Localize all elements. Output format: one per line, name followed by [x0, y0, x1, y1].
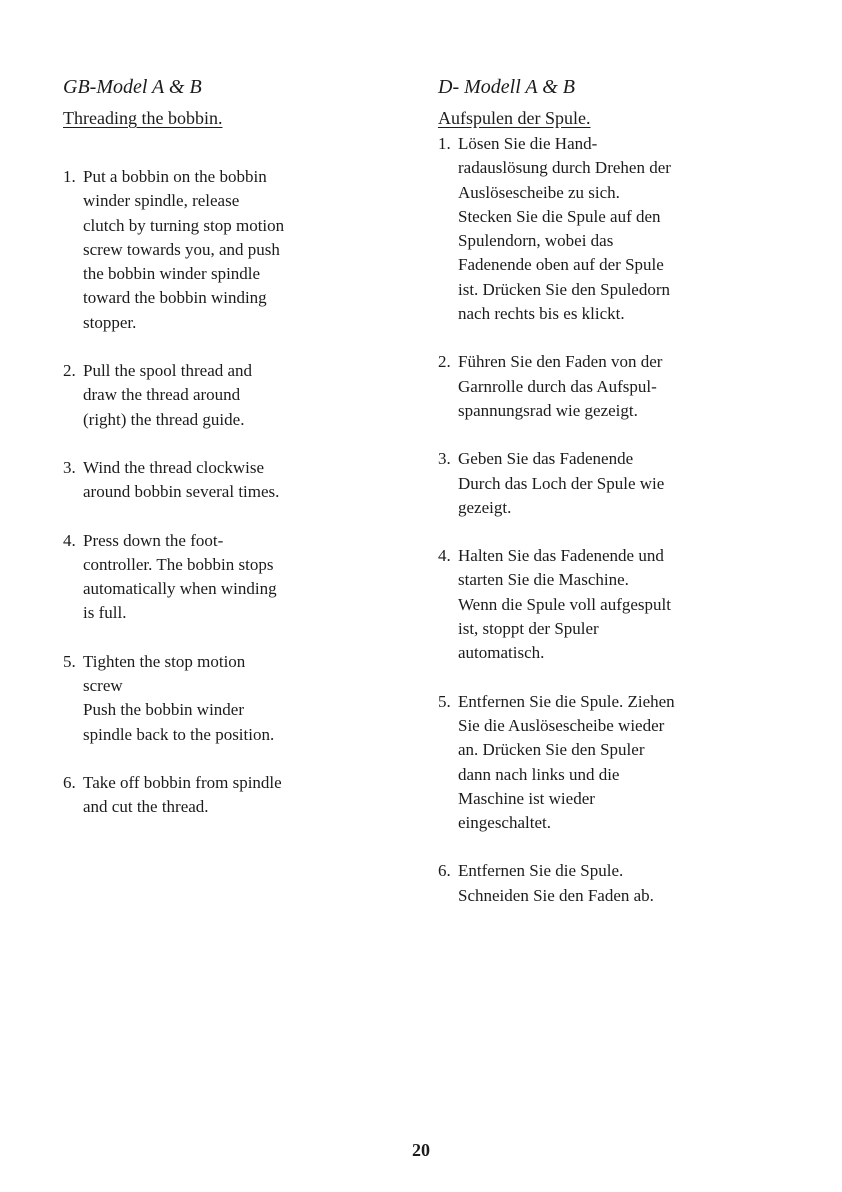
list-item: [438, 690, 768, 836]
step-text-line: gezeigt.: [458, 497, 512, 517]
step-text-line: Fadenende oben auf der Spule: [458, 255, 664, 275]
steps-list-en: [63, 165, 403, 820]
step-text-line: Durch das Loch der Spule wie: [458, 473, 665, 493]
step-text-line: Put a bobbin on the bobbin: [83, 167, 267, 186]
step-text-line: and cut the thread.: [83, 797, 209, 817]
section-heading-en: Threading the bobbin.: [63, 108, 223, 128]
step-text-line: starten Sie die Maschine.: [458, 570, 629, 590]
step-text-line: Wind the thread clockwise: [83, 457, 265, 477]
step-text-line: automatisch.: [458, 643, 545, 663]
step-text-line: ist. Drücken Sie den Spuledorn: [458, 279, 670, 299]
list-item: [63, 771, 403, 820]
step-text-line: eingeschaltet.: [458, 813, 551, 833]
step-text-line: Entfernen Sie die Spule.: [458, 861, 624, 881]
step-text-line: ist, stoppt der Spuler: [458, 619, 599, 639]
list-item: [438, 447, 768, 520]
step-text-line: screw: [83, 676, 123, 696]
step-number: 6.: [63, 772, 76, 792]
step-text-line: Stecken Sie die Spule auf den: [458, 206, 661, 226]
step-text-line: Tighten the stop motion: [83, 651, 246, 671]
step-text-line: Halten Sie das Fadenende und: [458, 546, 664, 566]
step-number: 2.: [63, 361, 76, 381]
list-item: [438, 350, 768, 423]
step-text-line: toward the bobbin winding: [83, 288, 267, 308]
step-text-line: the bobbin winder spindle: [83, 264, 261, 284]
step-text-line: Geben Sie das Fadenende: [458, 449, 634, 469]
step-text-line: an. Drücken Sie den Spuler: [458, 740, 645, 760]
step-text-line: Maschine ist wieder: [458, 788, 595, 808]
step-text-line: stopper.: [83, 312, 137, 332]
model-title-en: GB-Model A & B: [63, 76, 202, 98]
step-number: 1.: [63, 167, 76, 186]
step-number: 5.: [63, 651, 76, 671]
step-text-line: spindle back to the position.: [83, 724, 275, 744]
step-text-line: Auslösescheibe zu sich.: [458, 182, 620, 202]
list-item: [63, 456, 403, 505]
model-title-de: D- Modell A & B: [438, 76, 576, 98]
step-text-line: around bobbin several times.: [83, 482, 280, 502]
page-number: 20: [412, 1140, 430, 1160]
step-number: 3.: [438, 449, 451, 469]
list-item: [63, 529, 403, 626]
step-text-line: dann nach links und die: [458, 764, 620, 784]
list-item: [63, 165, 403, 335]
step-number: 2.: [438, 352, 451, 372]
list-item: [63, 650, 403, 747]
step-text-line: Führen Sie den Faden von der: [458, 352, 663, 372]
list-item: [438, 859, 768, 908]
section-heading-de: Aufspulen der Spule.: [438, 108, 591, 128]
step-text-line: Press down the foot-: [83, 530, 224, 550]
list-item: [63, 359, 403, 432]
step-number: 6.: [438, 861, 451, 881]
step-text-line: draw the thread around: [83, 385, 241, 405]
step-text-line: Schneiden Sie den Faden ab.: [458, 885, 654, 905]
step-text-line: radauslösung durch Drehen der: [458, 158, 671, 178]
list-item: [438, 132, 768, 326]
step-number: 3.: [63, 457, 76, 477]
step-number: 1.: [438, 134, 451, 153]
step-text-line: Take off bobbin from spindle: [83, 772, 282, 792]
step-text-line: controller. The bobbin stops: [83, 554, 274, 574]
step-text-line: (right) the thread guide.: [83, 409, 245, 429]
step-text-line: Lösen Sie die Hand-: [458, 134, 598, 153]
step-text-line: Spulendorn, wobei das: [458, 231, 614, 251]
step-text-line: Pull the spool thread and: [83, 361, 253, 381]
step-text-line: Push the bobbin winder: [83, 700, 245, 720]
english-column: [63, 74, 403, 820]
step-text-line: Garnrolle durch das Aufspul-: [458, 376, 657, 396]
step-text-line: screw towards you, and push: [83, 239, 280, 259]
step-text-line: Sie die Auslösescheibe wieder: [458, 715, 665, 735]
list-item: [438, 544, 768, 665]
step-text-line: Entfernen Sie die Spule. Ziehen: [458, 691, 675, 711]
step-number: 4.: [63, 530, 76, 550]
step-text-line: spannungsrad wie gezeigt.: [458, 400, 638, 420]
step-text-line: Wenn die Spule voll aufgespult: [458, 594, 671, 614]
step-text-line: nach rechts bis es klickt.: [458, 304, 625, 324]
step-text-line: is full.: [83, 603, 127, 623]
steps-list-de: [438, 132, 768, 908]
step-text-line: clutch by turning stop motion: [83, 215, 285, 235]
step-number: 4.: [438, 546, 451, 566]
step-text-line: winder spindle, release: [83, 191, 240, 211]
german-column: [438, 74, 768, 908]
step-text-line: automatically when winding: [83, 579, 277, 599]
step-number: 5.: [438, 691, 451, 711]
